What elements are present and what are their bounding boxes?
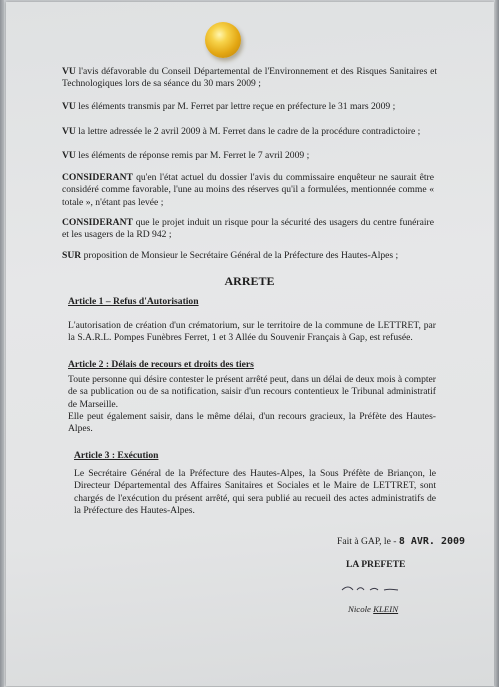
signatory-title: LA PREFETE [346, 559, 406, 570]
article-1-title: Article 1 – Refus d'Autorisation [68, 296, 199, 307]
signatory-first-name: Nicole [348, 604, 371, 614]
article-3-text: Le Secrétaire Général de la Préfecture des Hautes-Alpes, la Sous Préfète de Briançon, le Directeur Départemental des Affaires Sanitaires et Sociales et le Maire de LETTRET, sont chargés de l'exécution du présent arrêté, qui sera publié au recueil des actes administratifs de la Préfecture des Hautes-Alpes. [74, 468, 436, 517]
handwritten-signature [340, 578, 420, 598]
vu-lead: VU [62, 66, 76, 77]
vu-lead: VU [62, 101, 76, 112]
article-2-title: Article 2 : Délais de recours et droits des tiers [68, 359, 254, 370]
display-case-edge-right [495, 0, 499, 687]
vu-paragraph-2 [62, 101, 442, 113]
vu-lead: VU [62, 150, 76, 161]
considerant-lead: CONSIDERANT [62, 217, 133, 228]
vu-paragraph-1 [62, 66, 437, 91]
fait-line [337, 536, 465, 547]
vu-text: l'avis défavorable du Conseil Départemental de l'Environnement et des Risques Sanitaires et Technologiques lors de sa séance du 30 mars 2009 ; [62, 66, 437, 90]
vu-text: les éléments de réponse remis par M. Ferret le 7 avril 2009 ; [78, 150, 310, 161]
article-3-title: Article 3 : Exécution [74, 450, 159, 461]
signatory-name-line [348, 604, 398, 614]
fait-label: Fait à GAP, le - [337, 536, 397, 547]
vu-text: la lettre adressée le 2 avril 2009 à M. Ferret dans le cadre de la procédure contradictoire ; [78, 126, 421, 137]
sur-text: proposition de Monsieur le Secrétaire Général de la Préfecture des Hautes-Alpes ; [83, 250, 399, 261]
arrete-heading: ARRETE [224, 274, 275, 288]
vu-paragraph-3 [62, 126, 446, 138]
vu-text: les éléments transmis par M. Ferret par lettre reçue en préfecture le 31 mars 2009 ; [78, 101, 396, 112]
considerant-text: qu'en l'état actuel du dossier l'avis du commissaire enquêteur ne saurait être considéré comme favorable, l'une au moins des réserves qu'il a formulées, mentionnée comme « totale », n'étant pas levée ; [62, 172, 434, 208]
display-case-edge-left [0, 0, 4, 687]
considerant-lead: CONSIDERANT [62, 172, 133, 183]
considerant-text: que le projet induit un risque pour la sécurité des usagers du centre funéraire et les usagers de la RD 942 ; [62, 217, 434, 241]
yellow-pushpin-icon [205, 22, 241, 58]
considerant-paragraph-2 [62, 217, 434, 242]
vu-lead: VU [62, 126, 76, 137]
sur-lead: SUR [62, 250, 82, 261]
sur-paragraph [62, 250, 442, 262]
article-1-text: L'autorisation de création d'un crématorium, sur le territoire de la commune de LETTRET, par la S.A.R.L. Pompes Funèbres Ferret, 1 et 3 Allée du Souvenir Français à Gap, est refusée. [68, 320, 436, 344]
considerant-paragraph-1 [62, 172, 434, 209]
signatory-last-name: KLEIN [373, 604, 399, 614]
date-stamp: 8 AVR. 2009 [398, 536, 466, 547]
vu-paragraph-4 [62, 150, 442, 162]
article-2-text-1: Toute personne qui désire contester le présent arrêté peut, dans un délai de deux mois à compter de sa publication ou de sa notification, saisir d'un recours contentieux le Tribunal administratif de Marseille. [68, 374, 436, 410]
article-2-text-2: Elle peut également saisir, dans le même délai, d'un recours gracieux, la Préfète des Hautes-Alpes. [68, 411, 436, 435]
